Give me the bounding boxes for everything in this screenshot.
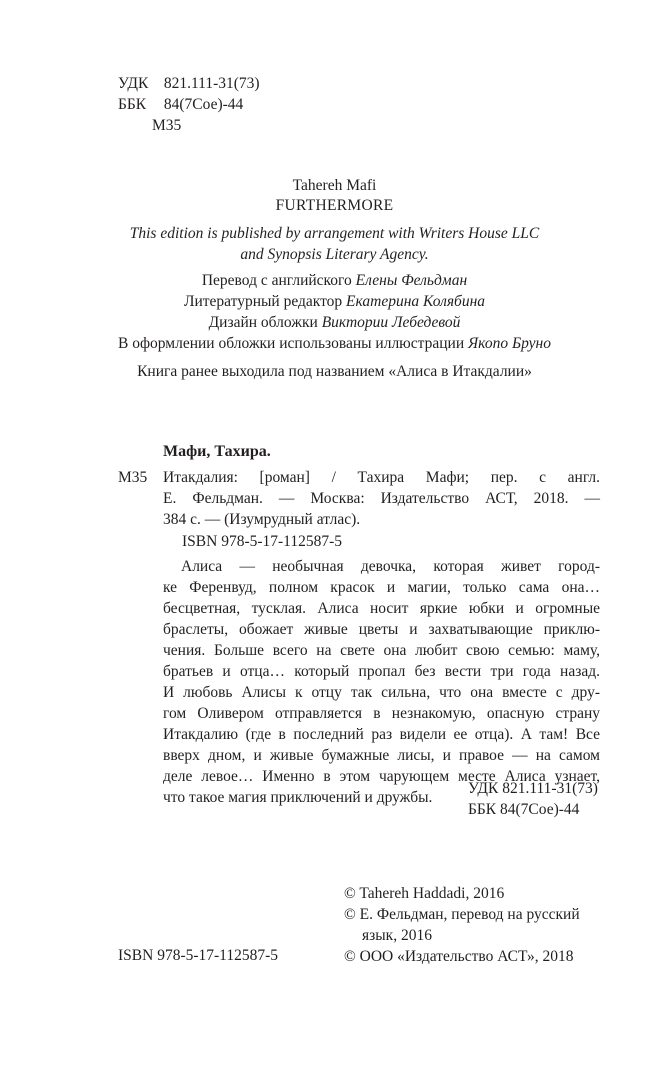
bibliographic-line: Е. Фельдман. — Москва: Издательство АСТ, 2018. — — [163, 490, 600, 507]
previous-title-note: Книга ранее выходила под названием «Алиса в Итакдалии» — [137, 363, 532, 380]
copyright-translation: © Е. Фельдман, перевод на русский — [344, 906, 580, 923]
edition-note-line-2: and Synopsis Literary Agency. — [240, 246, 429, 263]
classification-block — [118, 73, 260, 136]
annotation-line: Алиса — необычная девочка, которая живет город- — [181, 558, 600, 575]
bibliographic-description — [163, 467, 600, 530]
copyright-translation-cont: язык, 2016 — [362, 927, 432, 944]
bbk-label: ББК — [118, 96, 147, 113]
credit-name: Якопо Бруно — [467, 335, 551, 352]
annotation-line: Итакдалию (где в последний раз видели ее отца). А там! Все — [163, 726, 600, 743]
bbk-value: 84(7Сое)-44 — [163, 96, 244, 113]
udk-line — [118, 73, 260, 94]
bibliographic-line: Итакдалия: [роман] / Тахира Мафи; пер. с англ. — [163, 469, 600, 486]
credit-name: Виктории Лебедевой — [321, 314, 461, 331]
credit-role: Дизайн обложки — [208, 314, 318, 331]
udk-label: УДК — [118, 75, 149, 92]
credit-cover-design — [0, 312, 669, 333]
annotation-line: гом Оливером отправляется в незнакомую, опасную страну — [163, 705, 600, 722]
credit-name: Екатерина Колябина — [346, 293, 486, 310]
bibliographic-heading: Мафи, Тахира. — [163, 443, 271, 460]
annotation-line: вверх дном, и живые бумажные лисы, и правое — на самом — [163, 747, 600, 764]
credit-role: В оформлении обложки использованы иллюстрации — [118, 335, 465, 352]
annotation — [163, 556, 600, 808]
edition-note — [0, 223, 669, 265]
annotation-line: браслеты, обожает живые цветы и захватывающие приклю- — [163, 621, 600, 638]
annotation-line: братьев и отца… который пропал без вести три года назад. — [163, 663, 600, 680]
author-mark: М35 — [152, 117, 182, 134]
credit-editor — [0, 291, 669, 312]
bibliographic-code: М35 — [118, 469, 148, 486]
credits — [0, 270, 669, 354]
bbk-line — [118, 94, 260, 115]
credit-translator — [0, 270, 669, 291]
original-author: Tahereh Mafi — [292, 177, 377, 194]
credit-name: Елены Фельдман — [355, 272, 468, 289]
copyright-block — [344, 883, 600, 967]
annotation-line: И любовь Алисы к отцу так сильна, что она вместе с дру- — [163, 684, 600, 701]
edition-note-line-1: This edition is published by arrangement with Writers House LLC — [129, 225, 540, 242]
copyright-author: © Tahereh Haddadi, 2016 — [344, 885, 505, 902]
isbn-bottom: ISBN 978-5-17-112587-5 — [118, 947, 279, 964]
udk-bottom: УДК 821.111-31(73) — [468, 780, 598, 797]
classification-bottom — [468, 778, 598, 820]
bibliographic-line: 384 с. — (Изумрудный атлас). — [163, 511, 361, 528]
annotation-line: ке Ференвуд, полном красок и магии, только сама она… — [163, 579, 600, 596]
copyright-publisher: © ООО «Издательство АСТ», 2018 — [344, 948, 574, 965]
credit-role: Перевод с английского — [201, 272, 352, 289]
credit-cover-illustration — [0, 333, 669, 354]
annotation-line: чения. Больше всего на свете она любит свою семью: маму, — [163, 642, 600, 659]
udk-value: 821.111-31(73) — [163, 75, 260, 92]
annotation-line: что такое магия приключений и дружбы. — [163, 789, 433, 806]
annotation-line: деле левое… Именно в этом чарующем месте Алиса узнает, — [163, 768, 600, 785]
original-title: FURTHERMORE — [275, 197, 394, 214]
bbk-bottom: ББК 84(7Сое)-44 — [468, 801, 580, 818]
annotation-line: бесцветная, тусклая. Алиса носит яркие юбки и огромные — [163, 600, 600, 617]
bibliographic-isbn: ISBN 978-5-17-112587-5 — [182, 533, 343, 550]
credit-role: Литературный редактор — [183, 293, 343, 310]
